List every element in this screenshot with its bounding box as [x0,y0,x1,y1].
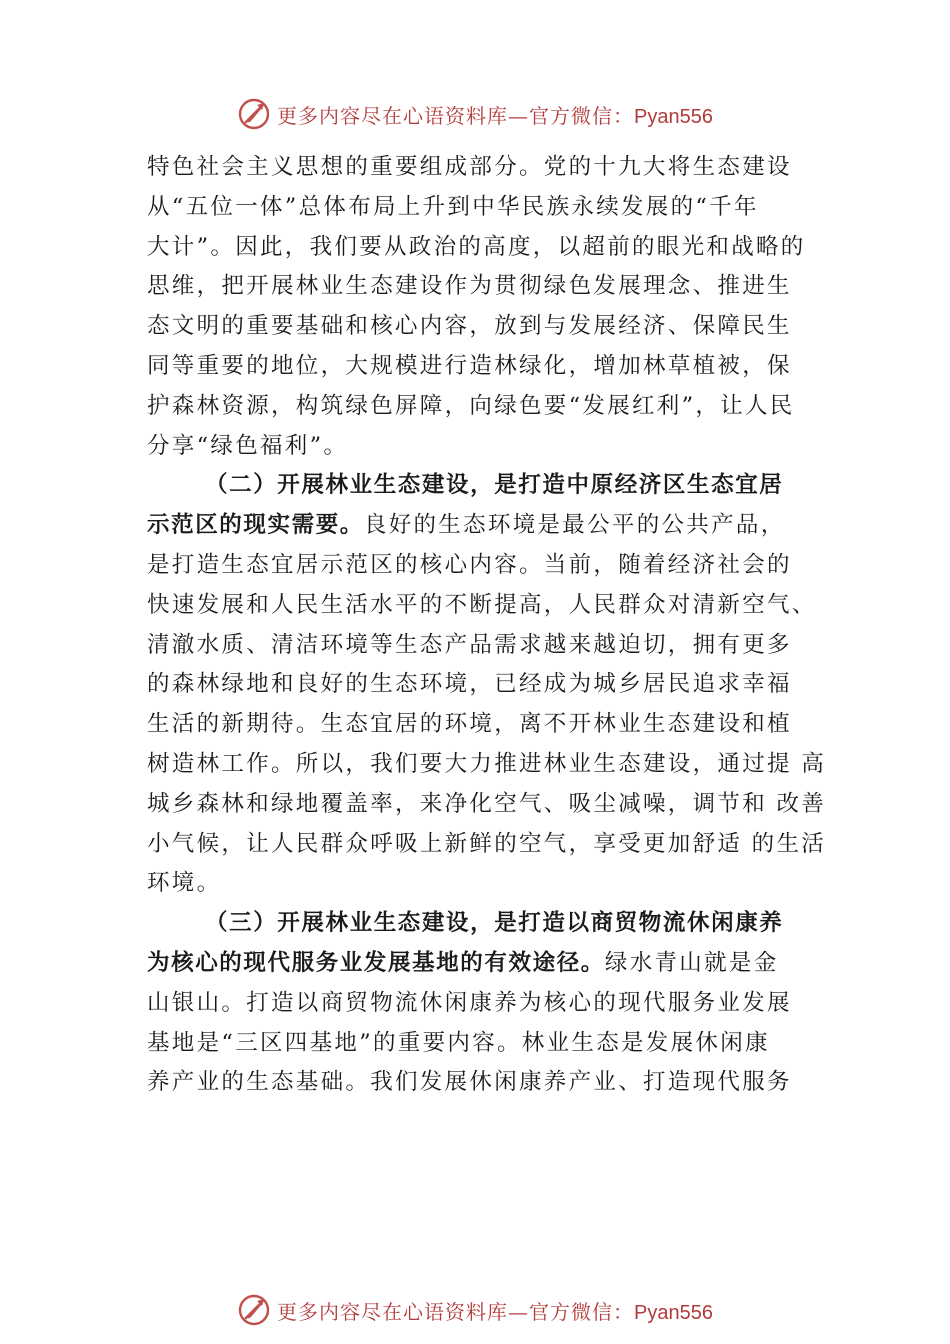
header-watermark [0,94,950,134]
body-line: 小气候，让人民群众呼吸上新鲜的空气，享受更加舒适 的生活 [147,830,827,857]
body-line: 特色社会主义思想的重要组成部分。党的十九大将生态建设 [147,154,792,180]
body-line: 分享“绿色福利”。 [147,432,349,459]
body-line: 示范区的现实需要。良好的生态环境是最公平的公共产品， [147,512,786,539]
section-heading-3: （三）开展林业生态建设，是打造以商贸物流休闲康养 [205,910,784,937]
body-line: 是打造生态宜居示范区的核心内容。当前，随着经济社会的 [147,551,792,578]
document-body [147,148,837,1103]
footer-watermark [0,1290,950,1330]
quill-logo-icon [237,97,271,131]
body-line: 树造林工作。所以，我们要大力推进林业生态建设，通过提 高 [147,750,827,777]
body-line: 为核心的现代服务业发展基地的有效途径。绿水青山就是金 [147,949,779,976]
watermark-text: 更多内容尽在心语资料库—官方微信：Pyan556 [277,103,713,128]
body-line: 基地是“三区四基地”的重要内容。林业生态是发展休闲康 [147,1029,770,1056]
body-line: 护森林资源，构筑绿色屏障，向绿色要“发展红利”，让人民 [147,392,795,419]
body-line: 同等重要的地位，大规模进行造林绿化，增加林草植被，保 [147,352,792,379]
body-line: 生活的新期待。生态宜居的环境，离不开林业生态建设和植 [147,711,792,738]
body-line: 思维，把开展林业生态建设作为贯彻绿色发展理念、推进生 [147,273,792,300]
body-line: 清澈水质、清洁环境等生态产品需求越来越迫切，拥有更多 [147,631,792,658]
section-heading-2: （二）开展林业生态建设，是打造中原经济区生态宜居 [205,472,784,499]
body-line: 快速发展和人民生活水平的不断提高，人民群众对清新空气、 [147,591,817,618]
body-line: 从“五位一体”总体布局上升到中华民族永续发展的“千年 [147,193,759,220]
body-line: 城乡森林和绿地覆盖率，来净化空气、吸尘减噪，调节和 改善 [147,790,827,817]
body-line: 的森林绿地和良好的生态环境，已经成为城乡居民追求幸福 [147,671,792,698]
body-line: 态文明的重要基础和核心内容，放到与发展经济、保障民生 [147,313,792,340]
body-line: 环境。 [147,870,222,897]
body-line: 大计”。因此，我们要从政治的高度，以超前的眼光和战略的 [147,233,806,260]
quill-logo-icon [237,1293,271,1327]
body-line: 养产业的生态基础。我们发展休闲康养产业、打造现代服务 [147,1069,792,1096]
watermark-text: 更多内容尽在心语资料库—官方微信：Pyan556 [277,1299,713,1324]
body-line: 山银山。打造以商贸物流休闲康养为核心的现代服务业发展 [147,989,792,1016]
